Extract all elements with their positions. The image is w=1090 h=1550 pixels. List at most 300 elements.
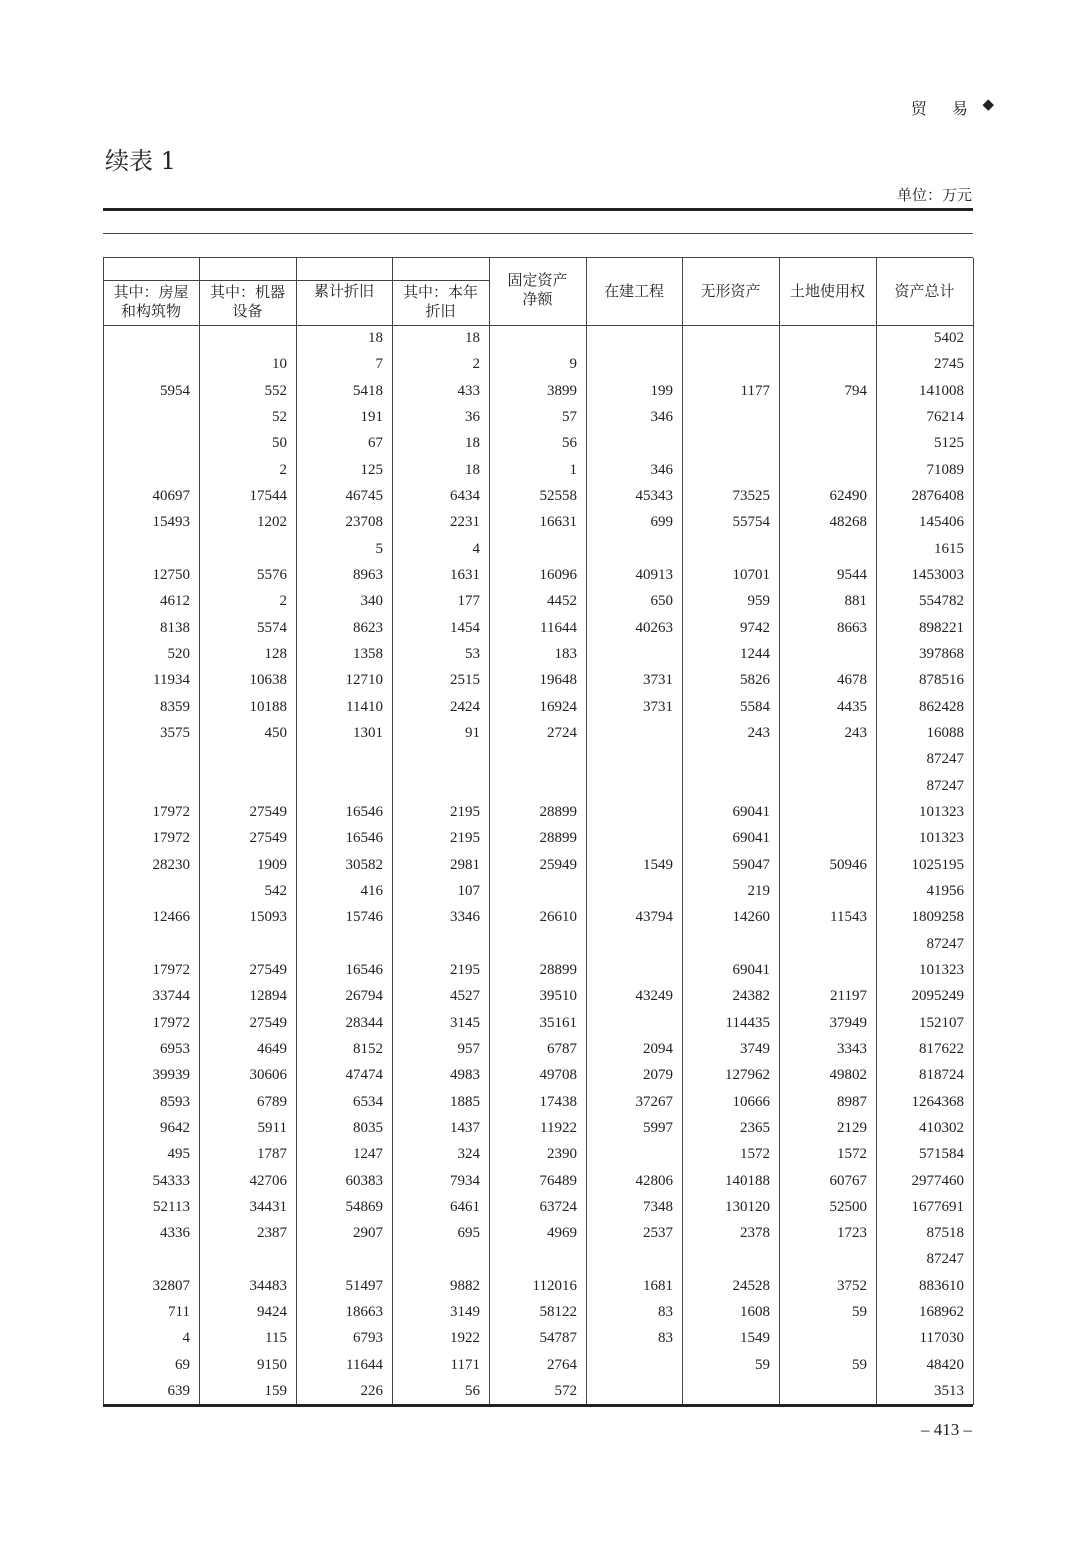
table-cell: 6787 (547, 1040, 577, 1057)
table-cell: 15093 (249, 909, 287, 926)
table-cell: 2724 (547, 724, 577, 741)
table-cell: 16924 (539, 698, 577, 715)
table-cell: 17544 (249, 487, 287, 504)
table-cell: 2977460 (911, 1172, 964, 1189)
table-cell: 56 (465, 1383, 480, 1400)
table-cell: 183 (554, 645, 577, 662)
table-cell (392, 746, 489, 772)
table-cell: 1608 (740, 1304, 770, 1321)
section-name: 贸 易 (910, 99, 978, 118)
table-cell: 542 (264, 882, 287, 899)
table-cell: 9544 (837, 566, 867, 583)
table-cell: 8963 (353, 566, 383, 583)
table-row (103, 694, 973, 720)
column-header (103, 283, 199, 321)
table-cell: 794 (844, 382, 867, 399)
table-cell (682, 536, 779, 562)
table-row (103, 799, 973, 825)
table-cell (779, 536, 876, 562)
table-cell (199, 325, 296, 351)
table-cell (103, 536, 199, 562)
table-cell: 53 (465, 645, 480, 662)
table-cell: 8593 (160, 1093, 190, 1110)
table-cell: 16088 (926, 724, 964, 741)
table-row (103, 1246, 973, 1272)
table-cell: 10638 (249, 672, 287, 689)
table-cell: 10666 (732, 1093, 770, 1110)
table-cell (779, 773, 876, 799)
table-rule-1 (103, 233, 973, 234)
table-cell (586, 957, 682, 983)
table-cell: 9150 (257, 1356, 287, 1373)
table-cell: 7934 (450, 1172, 480, 1189)
table-cell: 1885 (450, 1093, 480, 1110)
table-cell (103, 325, 199, 351)
table-cell (392, 931, 489, 957)
table-cell: 63724 (539, 1198, 577, 1215)
table-cell: 27549 (249, 1014, 287, 1031)
table-cell (779, 878, 876, 904)
table-cell: 55754 (732, 514, 770, 531)
table-cell: 10701 (732, 566, 770, 583)
table-cell: 40697 (152, 487, 190, 504)
table-row (103, 378, 973, 404)
table-cell: 5125 (934, 435, 964, 452)
table-cell: 2537 (643, 1225, 673, 1242)
table-cell (199, 931, 296, 957)
table-cell: 3346 (450, 909, 480, 926)
column-header-line2: 和构筑物 (120, 302, 181, 320)
table-cell (779, 404, 876, 430)
table-cell (779, 825, 876, 851)
table-cell: 6789 (257, 1093, 287, 1110)
table-cell: 17972 (152, 961, 190, 978)
table-cell: 4649 (257, 1040, 287, 1057)
table-cell: 2095249 (911, 988, 964, 1005)
table-row (103, 457, 973, 483)
table-cell: 2378 (740, 1225, 770, 1242)
table-cell: 91 (465, 724, 480, 741)
table-cell: 87518 (926, 1225, 964, 1242)
table-cell: 17972 (152, 1014, 190, 1031)
table-cell: 416 (360, 882, 383, 899)
table-cell: 76214 (926, 408, 964, 425)
table-cell: 18 (368, 330, 383, 346)
table-cell: 2231 (450, 514, 480, 531)
table-cell (296, 1246, 392, 1272)
table-cell: 4678 (837, 672, 867, 689)
table-cell (489, 536, 586, 562)
table-cell: 3752 (837, 1277, 867, 1294)
page-number: – 413 – (921, 1420, 972, 1439)
table-cell: 40913 (635, 566, 673, 583)
table-cell (586, 1352, 682, 1378)
table-cell: 2876408 (911, 487, 964, 504)
table-cell: 145406 (919, 514, 964, 531)
table-cell: 47474 (345, 1067, 383, 1084)
table-cell: 410302 (919, 1119, 964, 1136)
table-cell (682, 1378, 779, 1404)
table-cell: 45343 (635, 487, 673, 504)
table-cell: 28899 (539, 803, 577, 820)
table-cell (586, 799, 682, 825)
table-cell: 8359 (160, 698, 190, 715)
table-cell: 2094 (643, 1040, 673, 1057)
table-cell (779, 1246, 876, 1272)
table-cell: 52500 (829, 1198, 867, 1215)
table-cell: 50946 (829, 856, 867, 873)
table-row (103, 351, 973, 377)
table-cell: 1615 (934, 540, 964, 557)
table-bottom-rule (103, 1404, 973, 1407)
table-cell: 2424 (450, 698, 480, 715)
table-cell: 695 (457, 1225, 480, 1242)
table-row (103, 957, 973, 983)
table-cell: 54333 (152, 1172, 190, 1189)
table-cell: 14260 (732, 909, 770, 926)
table-cell: 8623 (353, 619, 383, 636)
table-cell: 26610 (539, 909, 577, 926)
table-cell (103, 404, 199, 430)
table-cell: 2129 (837, 1119, 867, 1136)
table-row (103, 641, 973, 667)
table-cell: 4452 (547, 593, 577, 610)
table-cell: 17972 (152, 803, 190, 820)
table-cell: 101323 (919, 830, 964, 847)
table-cell (682, 773, 779, 799)
table-row (103, 562, 973, 588)
table-cell: 1025195 (911, 856, 964, 873)
table-cell: 2515 (450, 672, 480, 689)
table-cell (586, 931, 682, 957)
table-cell: 6434 (450, 487, 480, 504)
table-cell: 1572 (740, 1146, 770, 1163)
table-cell: 83 (658, 1304, 673, 1321)
column-header-line1: 累计折旧 (313, 282, 374, 300)
table-cell: 9882 (450, 1277, 480, 1294)
table-cell: 87247 (926, 777, 964, 794)
table-cell: 18 (465, 461, 480, 478)
table-cell: 818724 (919, 1067, 964, 1084)
table-cell (779, 325, 876, 351)
table-cell: 24382 (732, 988, 770, 1005)
table-cell (103, 746, 199, 772)
table-cell: 27549 (249, 803, 287, 820)
table-cell: 11644 (540, 619, 577, 636)
table-cell: 34483 (249, 1277, 287, 1294)
table-cell (779, 931, 876, 957)
table-cell: 48268 (829, 514, 867, 531)
table-cell: 1437 (450, 1119, 480, 1136)
table-row (103, 931, 973, 957)
table-row (103, 404, 973, 430)
table-cell: 1 (569, 461, 577, 478)
table-cell: 12750 (152, 566, 190, 583)
table-row (103, 1115, 973, 1141)
table-cell: 42706 (249, 1172, 287, 1189)
table-cell: 59 (852, 1356, 867, 1373)
table-cell: 60767 (829, 1172, 867, 1189)
table-cell: 1454 (450, 619, 480, 636)
table-row (103, 983, 973, 1009)
table-cell: 48420 (926, 1356, 964, 1373)
column-header (296, 282, 392, 301)
table-cell (392, 1246, 489, 1272)
column-header-line2: 净额 (522, 290, 553, 308)
table-cell: 5584 (740, 698, 770, 715)
table-cell: 2365 (740, 1119, 770, 1136)
table-cell: 11644 (346, 1356, 383, 1373)
table-cell: 51497 (345, 1277, 383, 1294)
table-cell: 41956 (926, 882, 964, 899)
table-cell (489, 931, 586, 957)
table-cell: 6534 (353, 1093, 383, 1110)
table-cell: 5418 (353, 382, 383, 399)
table-cell: 19648 (539, 672, 577, 689)
table-cell: 11410 (346, 698, 383, 715)
table-cell: 15493 (152, 514, 190, 531)
table-cell: 219 (747, 882, 770, 899)
table-cell: 73525 (732, 487, 770, 504)
table-cell: 243 (844, 724, 867, 741)
table-cell: 8663 (837, 619, 867, 636)
table-cell: 7 (375, 356, 383, 373)
table-cell: 28344 (345, 1014, 383, 1031)
table-cell: 28899 (539, 961, 577, 978)
table-cell (103, 351, 199, 377)
table-cell: 34431 (249, 1198, 287, 1215)
table-cell: 59 (755, 1356, 770, 1373)
table-row (103, 904, 973, 930)
table-cell (586, 1378, 682, 1404)
table-row (103, 1273, 973, 1299)
table-cell: 76489 (539, 1172, 577, 1189)
table-cell: 39939 (152, 1067, 190, 1084)
column-header-line2: 折旧 (425, 302, 456, 320)
column-header (876, 282, 973, 301)
column-header-line1: 无形资产 (700, 282, 761, 300)
table-cell: 12894 (249, 988, 287, 1005)
table-cell: 5576 (257, 566, 287, 583)
table-cell: 1549 (643, 856, 673, 873)
table-cell: 1247 (353, 1146, 383, 1163)
table-cell (586, 536, 682, 562)
table-cell: 11934 (153, 672, 190, 689)
column-header-line1: 其中：房屋 (113, 283, 189, 301)
table-cell: 117030 (919, 1330, 964, 1347)
table-cell (489, 773, 586, 799)
table-cell (586, 720, 682, 746)
table-cell: 35161 (539, 1014, 577, 1031)
table-cell (682, 325, 779, 351)
table-cell (489, 746, 586, 772)
table-cell: 30606 (249, 1067, 287, 1084)
table-cell (103, 878, 199, 904)
table-cell: 56 (562, 435, 577, 452)
table-cell: 5402 (934, 330, 964, 346)
table-cell: 433 (457, 382, 480, 399)
table-cell: 898221 (919, 619, 964, 636)
table-cell: 28899 (539, 830, 577, 847)
table-cell: 4 (472, 540, 480, 557)
table-top-rule (103, 208, 973, 211)
column-header-line1: 在建工程 (603, 282, 664, 300)
table-cell (199, 773, 296, 799)
table-cell: 24528 (732, 1277, 770, 1294)
table-cell: 32807 (152, 1277, 190, 1294)
table-cell: 42806 (635, 1172, 673, 1189)
table-cell: 340 (360, 593, 383, 610)
table-cell: 43249 (635, 988, 673, 1005)
table-row (103, 536, 973, 562)
table-cell: 5997 (643, 1119, 673, 1136)
table-cell: 16546 (345, 961, 383, 978)
table-cell: 817622 (919, 1040, 964, 1057)
table-cell (682, 351, 779, 377)
table-cell (489, 325, 586, 351)
table-cell: 1787 (257, 1146, 287, 1163)
table-cell: 15746 (345, 909, 383, 926)
table-cell (296, 746, 392, 772)
table-cell: 46745 (345, 487, 383, 504)
table-cell: 699 (650, 514, 673, 531)
table-cell: 199 (650, 382, 673, 399)
table-cell: 4 (182, 1330, 190, 1347)
table-cell (779, 351, 876, 377)
table-cell (103, 430, 199, 456)
table-cell: 11543 (830, 909, 867, 926)
table-row (103, 746, 973, 772)
table-cell: 52113 (153, 1198, 190, 1215)
table-cell: 3149 (450, 1304, 480, 1321)
table-cell: 59 (852, 1304, 867, 1321)
table-cell: 346 (650, 408, 673, 425)
table-cell (586, 1246, 682, 1272)
diamond-icon: ◆ (982, 95, 994, 113)
table-cell: 1549 (740, 1330, 770, 1347)
table-cell: 8152 (353, 1040, 383, 1057)
table-cell (779, 457, 876, 483)
table-cell (779, 430, 876, 456)
table-cell: 39510 (539, 988, 577, 1005)
table-cell: 36 (465, 408, 480, 425)
column-divider (973, 258, 974, 1405)
table-cell (199, 1246, 296, 1272)
table-cell: 552 (264, 382, 287, 399)
table-cell: 639 (167, 1383, 190, 1400)
table-cell: 862428 (919, 698, 964, 715)
table-cell (103, 1246, 199, 1272)
table-cell (586, 1010, 682, 1036)
table-cell: 33744 (152, 988, 190, 1005)
table-cell: 1723 (837, 1225, 867, 1242)
table-row (103, 1141, 973, 1167)
table-cell: 2387 (257, 1225, 287, 1242)
table-cell: 107 (457, 882, 480, 899)
table-cell: 12710 (345, 672, 383, 689)
table-cell (586, 746, 682, 772)
table-cell: 959 (747, 593, 770, 610)
column-header (586, 282, 682, 301)
table-cell: 130120 (725, 1198, 770, 1215)
table-cell: 3575 (160, 724, 190, 741)
table-cell (586, 878, 682, 904)
table-cell (586, 430, 682, 456)
table-cell: 495 (167, 1146, 190, 1163)
table-row (103, 509, 973, 535)
table-cell: 125 (360, 461, 383, 478)
table-cell: 69041 (732, 830, 770, 847)
table-cell: 11922 (540, 1119, 577, 1136)
table-cell: 1177 (740, 382, 770, 399)
table-cell: 3749 (740, 1040, 770, 1057)
table-cell: 9424 (257, 1304, 287, 1321)
table-cell: 87247 (926, 1251, 964, 1268)
table-cell: 9 (569, 356, 577, 373)
table-cell: 554782 (919, 593, 964, 610)
table-cell (682, 746, 779, 772)
table-cell: 2981 (450, 856, 480, 873)
table-rule-2 (103, 257, 973, 258)
column-header-line1: 固定资产 (507, 271, 568, 289)
table-cell (199, 746, 296, 772)
table-cell: 87247 (926, 935, 964, 952)
table-cell: 4336 (160, 1225, 190, 1242)
table-row (103, 852, 973, 878)
table-cell: 1301 (353, 724, 383, 741)
table-cell: 112016 (532, 1277, 577, 1294)
table-cell (586, 825, 682, 851)
table-cell: 27549 (249, 830, 287, 847)
table-cell: 52 (272, 408, 287, 425)
table-cell (682, 1246, 779, 1272)
table-cell: 159 (264, 1383, 287, 1400)
table-cell: 6953 (160, 1040, 190, 1057)
table-cell: 23708 (345, 514, 383, 531)
table-row (103, 720, 973, 746)
table-cell: 16546 (345, 803, 383, 820)
table-cell: 2195 (450, 961, 480, 978)
table-cell: 1631 (450, 566, 480, 583)
table-cell: 883610 (919, 1277, 964, 1294)
table-cell: 520 (167, 645, 190, 662)
table-cell: 128 (264, 645, 287, 662)
table-cell: 243 (747, 724, 770, 741)
table-cell (489, 1246, 586, 1272)
table-cell: 4527 (450, 988, 480, 1005)
section-tag (910, 95, 994, 119)
table-cell: 650 (650, 593, 673, 610)
table-row (103, 773, 973, 799)
table-cell: 957 (457, 1040, 480, 1057)
table-cell: 25949 (539, 856, 577, 873)
table-cell: 8035 (353, 1119, 383, 1136)
table-cell: 18663 (345, 1304, 383, 1321)
table-cell: 101323 (919, 803, 964, 820)
table-cell: 52558 (539, 487, 577, 504)
table-cell: 191 (360, 408, 383, 425)
table-row (103, 1062, 973, 1088)
table-cell: 141008 (919, 382, 964, 399)
table-cell: 450 (264, 724, 287, 741)
table-cell: 54787 (539, 1330, 577, 1347)
table-cell: 1572 (837, 1146, 867, 1163)
table-cell (779, 641, 876, 667)
table-cell: 83 (658, 1330, 673, 1347)
table-cell: 6461 (450, 1198, 480, 1215)
table-cell: 4612 (160, 593, 190, 610)
table-cell (586, 325, 682, 351)
